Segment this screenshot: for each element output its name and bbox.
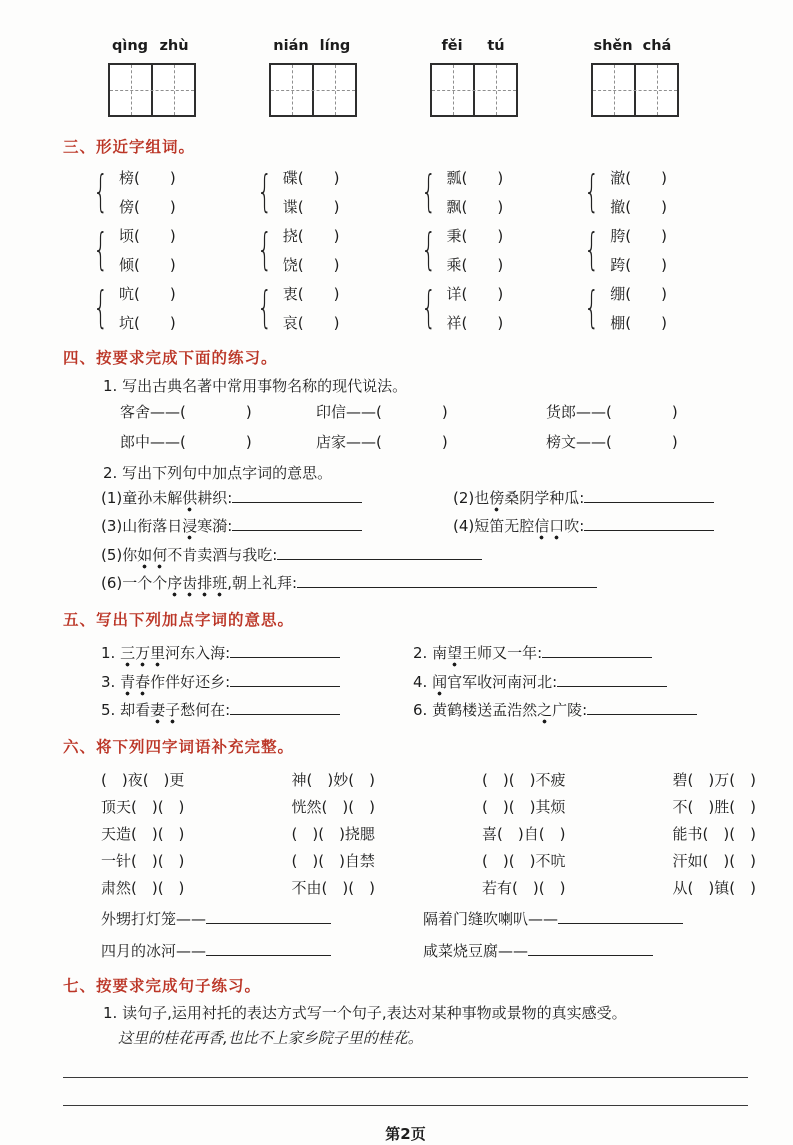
idiom: 神( )妙( ) <box>291 770 375 789</box>
answer-blank <box>558 910 683 924</box>
brace-icon: { <box>93 224 109 276</box>
example-sentence: 这里的桂花再香,也比不上家乡院子里的桂花。 <box>118 1029 423 1048</box>
xiehouyu-row <box>101 904 748 934</box>
answer-blank <box>230 644 340 658</box>
writing-cell <box>473 65 516 115</box>
brace-icon: { <box>584 224 600 276</box>
dotted-word: 望 <box>447 644 462 667</box>
item-number: (6) <box>101 574 123 593</box>
hanzi: 傍 <box>119 197 135 216</box>
hanzi: 澈 <box>610 168 626 187</box>
idiom: 不由( )( ) <box>291 878 375 897</box>
idiom: ( )夜( )更 <box>101 770 185 789</box>
pinyin-label: qìng <box>111 38 149 54</box>
writing-cell <box>312 65 355 115</box>
q1-label: 1. 读句子,运用衬托的表达方式写一个句子,表达对某种事物或景物的真实感受。 <box>103 1004 627 1023</box>
old-term: 店家 <box>316 432 347 451</box>
answer-paren: ( ) <box>297 197 340 216</box>
writing-cell <box>151 65 194 115</box>
sentence: ,朝上礼拜: <box>227 574 298 593</box>
answer-paren: ( ) <box>461 226 504 245</box>
answer-paren: ( ) <box>376 432 448 451</box>
idiom-row <box>101 875 756 902</box>
hanzi: 飘 <box>446 197 462 216</box>
modern-names-row <box>120 397 748 427</box>
char-pair <box>93 225 257 276</box>
page-number: 第2页 <box>385 1125 426 1144</box>
item-number: (2) <box>453 488 475 507</box>
annotated-row <box>101 639 748 668</box>
writing-grid-box <box>269 63 357 117</box>
answer-paren: ( ) <box>625 226 667 245</box>
idiom: ( )( )不疲 <box>482 770 566 789</box>
hanzi: 撤 <box>610 197 626 216</box>
pairs-row <box>93 225 748 276</box>
answer-paren: ( ) <box>625 168 667 187</box>
answer-line <box>63 1105 748 1106</box>
section-5-items <box>63 639 748 725</box>
sentence: 不肯卖酒与我吃: <box>167 545 278 564</box>
hanzi: 秉 <box>446 226 462 245</box>
pinyin-label: zhù <box>159 38 189 54</box>
pinyin-group <box>108 36 196 117</box>
hanzi: 碟 <box>282 168 298 187</box>
answer-blank <box>206 910 331 924</box>
answer-blank <box>230 701 340 715</box>
pinyin-label: líng <box>319 38 351 54</box>
dotted-word: 傍 <box>489 489 504 512</box>
idiom: ( )( )其烦 <box>482 797 566 816</box>
annotated-row <box>101 668 748 697</box>
item-number: (1) <box>101 488 123 507</box>
idiom: 天造( )( ) <box>101 824 185 843</box>
hanzi: 吭 <box>119 284 135 303</box>
answer-blank <box>584 517 714 531</box>
char-pair <box>421 167 585 218</box>
sentence: 却看 <box>120 701 151 720</box>
sentence: 山衔落日 <box>122 517 183 536</box>
hanzi: 挠 <box>282 226 298 245</box>
pinyin-group <box>269 36 357 117</box>
sentence: 吹: <box>564 517 585 536</box>
dash: —— <box>150 432 181 451</box>
brace-icon: { <box>93 282 109 334</box>
idiom: 恍然( )( ) <box>291 797 375 816</box>
old-term: 榜文 <box>546 432 577 451</box>
sentence: 你 <box>122 545 138 564</box>
sentence: 一个个 <box>122 574 168 593</box>
hanzi: 榜 <box>119 168 135 187</box>
sentence: 童孙未解 <box>122 488 183 507</box>
sentence: 广陵: <box>552 701 588 720</box>
dash: —— <box>576 432 607 451</box>
answer-paren: ( ) <box>625 284 667 303</box>
hanzi: 绷 <box>610 284 626 303</box>
answer-blank <box>206 942 331 956</box>
answer-paren: ( ) <box>297 284 340 303</box>
xiehouyu: 四月的冰河—— <box>101 941 207 960</box>
sentence: 黄鹤楼送孟浩然 <box>432 701 538 720</box>
sentence: 作伴好还乡: <box>150 672 231 691</box>
xiehouyu: 隔着门缝吹喇叭—— <box>423 909 559 928</box>
dotted-word: 之 <box>537 701 552 724</box>
answer-paren: ( ) <box>461 284 504 303</box>
answer-blank <box>230 673 340 687</box>
sentence: 耕织: <box>197 488 233 507</box>
pinyin-group <box>591 36 679 117</box>
answer-paren: ( ) <box>134 313 176 332</box>
idiom-grid <box>63 767 756 902</box>
idiom: 一针( )( ) <box>101 851 185 870</box>
answer-paren: ( ) <box>134 226 176 245</box>
item-number: (3) <box>101 517 123 536</box>
answer-paren: ( ) <box>625 313 667 332</box>
brace-icon: { <box>420 224 436 276</box>
hanzi: 祥 <box>446 313 462 332</box>
section-6-heading: 六、将下列四字词语补充完整。 <box>63 737 295 756</box>
hanzi: 倾 <box>119 255 135 274</box>
pinyin-label: nián <box>273 38 309 54</box>
brace-icon: { <box>93 166 109 218</box>
item-number: 5. <box>101 701 116 720</box>
answer-blank <box>557 673 667 687</box>
idiom: 若有( )( ) <box>482 878 566 897</box>
dotted-word: 如何 <box>137 546 167 569</box>
item-number: 4. <box>413 672 428 691</box>
old-term: 客舍 <box>120 402 151 421</box>
item-number: (5) <box>101 545 123 564</box>
pinyin-label: shěn <box>593 38 633 54</box>
item-number: 2. <box>413 644 428 663</box>
dotted-word: 闻 <box>432 673 447 696</box>
idiom: 能书( )( ) <box>672 824 756 843</box>
writing-grid-box <box>108 63 196 117</box>
pairs-row <box>93 167 748 218</box>
item-number: 3. <box>101 672 116 691</box>
pairs-row <box>93 283 748 334</box>
q1-label: 1. 写出古典名著中常用事物名称的现代说法。 <box>103 376 408 395</box>
xiehouyu: 咸菜烧豆腐—— <box>423 941 529 960</box>
answer-paren: ( ) <box>297 313 340 332</box>
annotated-row <box>101 569 748 598</box>
hanzi: 顷 <box>119 226 135 245</box>
hanzi: 胯 <box>610 226 626 245</box>
answer-paren: ( ) <box>180 432 252 451</box>
hanzi: 棚 <box>610 313 626 332</box>
section-7-heading: 七、按要求完成句子练习。 <box>63 976 262 995</box>
answer-paren: ( ) <box>606 402 678 421</box>
answer-paren: ( ) <box>134 197 176 216</box>
section-3-heading: 三、形近字组词。 <box>63 138 196 157</box>
dotted-word: 序齿排班 <box>167 574 227 597</box>
answer-paren: ( ) <box>606 432 678 451</box>
writing-cell <box>432 65 473 115</box>
answer-paren: ( ) <box>134 168 176 187</box>
writing-cell <box>110 65 151 115</box>
brace-icon: { <box>256 224 273 276</box>
char-pair <box>257 283 421 334</box>
answer-paren: ( ) <box>461 255 504 274</box>
answer-paren: ( ) <box>461 313 504 332</box>
char-pair <box>257 167 421 218</box>
dash: —— <box>346 432 377 451</box>
modern-names-row <box>120 427 748 457</box>
pinyin-label: fěi <box>441 38 463 54</box>
old-term: 货郎 <box>546 402 577 421</box>
idiom: 不( )胜( ) <box>672 797 756 816</box>
char-pair <box>584 225 748 276</box>
sentence: 愁何在: <box>180 701 231 720</box>
brace-icon: { <box>420 282 436 334</box>
char-pair <box>421 225 585 276</box>
item-number: 1. <box>101 644 116 663</box>
item-number: 6. <box>413 701 428 720</box>
answer-paren: ( ) <box>297 255 340 274</box>
xiehouyu: 外甥打灯笼—— <box>101 909 207 928</box>
pinyin-label: chá <box>642 38 672 54</box>
answer-paren: ( ) <box>297 226 340 245</box>
writing-grid-box <box>591 63 679 117</box>
sentence: 官军收河南河北: <box>447 672 558 691</box>
sentence: 桑阴学种瓜: <box>504 488 585 507</box>
answer-paren: ( ) <box>625 197 667 216</box>
writing-cell <box>634 65 677 115</box>
char-pair <box>421 283 585 334</box>
sentence: 也 <box>474 488 490 507</box>
hanzi: 坑 <box>119 313 135 332</box>
writing-cell <box>271 65 312 115</box>
answer-blank <box>542 644 652 658</box>
answer-paren: ( ) <box>461 168 504 187</box>
hanzi: 饶 <box>282 255 298 274</box>
idiom: 顶天( )( ) <box>101 797 185 816</box>
pinyin-label: tú <box>487 38 505 54</box>
idiom: 碧( )万( ) <box>672 770 756 789</box>
char-pair <box>257 225 421 276</box>
idiom: ( )( )不吭 <box>482 851 566 870</box>
dash: —— <box>346 402 377 421</box>
answer-blank <box>528 942 653 956</box>
answer-line <box>63 1077 748 1078</box>
answer-paren: ( ) <box>376 402 448 421</box>
answer-paren: ( ) <box>180 402 252 421</box>
char-pair <box>584 167 748 218</box>
section-5-heading: 五、写出下列加点字词的意思。 <box>63 610 295 629</box>
brace-icon: { <box>584 282 600 334</box>
hanzi: 哀 <box>282 313 298 332</box>
brace-icon: { <box>420 166 436 218</box>
brace-icon: { <box>584 166 600 218</box>
brace-icon: { <box>256 282 273 334</box>
idiom-row <box>101 794 756 821</box>
answer-blank <box>584 489 714 503</box>
idiom: ( )( )自禁 <box>291 851 375 870</box>
old-term: 郎中 <box>120 432 151 451</box>
annotated-row <box>101 541 748 570</box>
idiom-row <box>101 848 756 875</box>
answer-paren: ( ) <box>297 168 340 187</box>
item-number: (4) <box>453 517 475 536</box>
dotted-word: 浸 <box>182 517 197 540</box>
annotated-row <box>101 512 748 541</box>
answer-blank <box>277 546 482 560</box>
answer-paren: ( ) <box>461 197 504 216</box>
pinyin-writing-row <box>108 36 748 117</box>
answer-blank <box>232 489 362 503</box>
writing-cell <box>593 65 634 115</box>
idiom: 喜( )自( ) <box>482 824 566 843</box>
q2-label: 2. 写出下列句中加点字词的意思。 <box>103 463 333 482</box>
old-term: 印信 <box>316 402 347 421</box>
hanzi: 跨 <box>610 255 626 274</box>
dash: —— <box>150 402 181 421</box>
dash: —— <box>576 402 607 421</box>
brace-icon: { <box>256 166 273 218</box>
answer-paren: ( ) <box>625 255 667 274</box>
answer-blank <box>297 574 597 588</box>
dotted-word: 三万里 <box>120 644 165 667</box>
hanzi: 乘 <box>446 255 462 274</box>
sentence: 短笛无腔 <box>474 517 535 536</box>
pinyin-group <box>430 36 518 117</box>
idiom: ( )( )挠腮 <box>291 824 375 843</box>
sentence: 南 <box>432 644 448 663</box>
idiom: 从( )镇( ) <box>672 878 756 897</box>
near-form-pairs <box>63 167 748 334</box>
hanzi: 瓢 <box>446 168 462 187</box>
writing-grid-box <box>430 63 518 117</box>
dotted-word: 供 <box>182 489 197 512</box>
sentence: 王师又一年: <box>462 644 543 663</box>
hanzi: 详 <box>446 284 462 303</box>
xiehouyu-row <box>101 936 748 966</box>
dotted-word: 青春 <box>120 673 150 696</box>
dotted-word: 妻子 <box>150 701 180 724</box>
sentence: 河东入海: <box>165 644 231 663</box>
idiom: 汗如( )( ) <box>672 851 756 870</box>
char-pair <box>93 167 257 218</box>
idiom-row <box>101 767 756 794</box>
answer-paren: ( ) <box>134 284 176 303</box>
idiom: 肃然( )( ) <box>101 878 185 897</box>
annotated-row <box>101 484 748 513</box>
sentence: 寒漪: <box>197 517 233 536</box>
dotted-word: 信口 <box>534 517 564 540</box>
char-pair <box>93 283 257 334</box>
answer-blank <box>232 517 362 531</box>
answer-paren: ( ) <box>134 255 176 274</box>
annotated-row <box>101 696 748 725</box>
section-4-heading: 四、按要求完成下面的练习。 <box>63 348 278 367</box>
hanzi: 衷 <box>282 284 298 303</box>
hanzi: 谍 <box>282 197 298 216</box>
char-pair <box>584 283 748 334</box>
idiom-row <box>101 821 756 848</box>
answer-blank <box>587 701 697 715</box>
